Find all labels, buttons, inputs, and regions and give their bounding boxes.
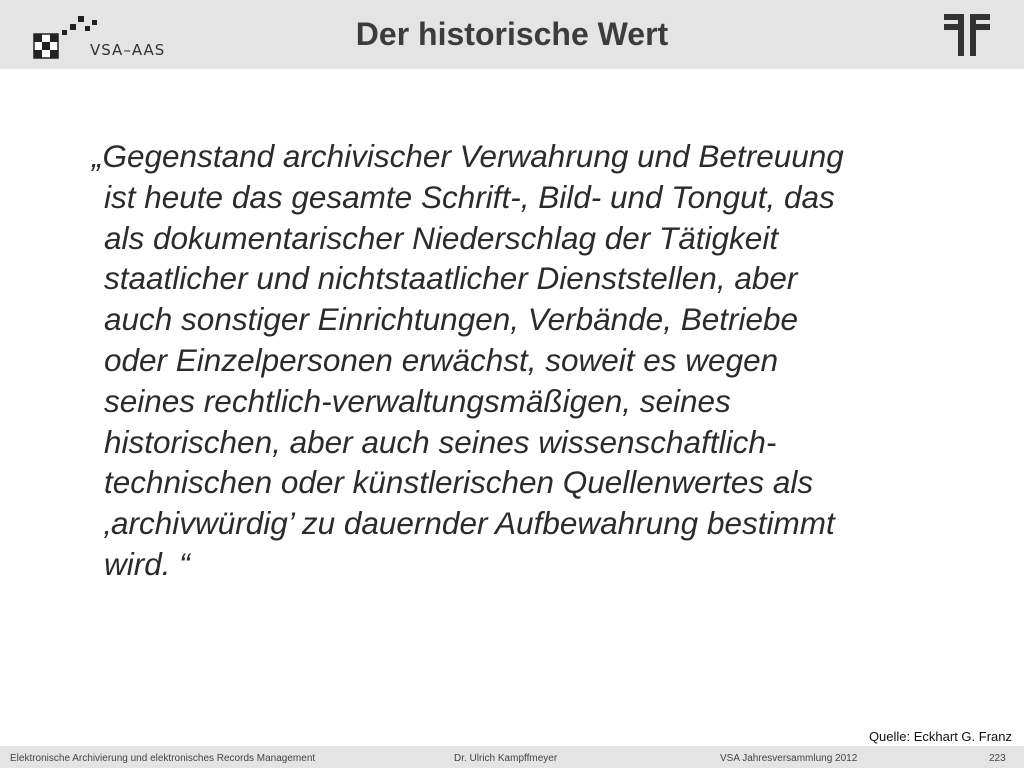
quote-line: wird. “	[104, 545, 190, 582]
page-title: Der historische Wert	[355, 16, 669, 52]
slide-header	[0, 0, 1024, 69]
footer-course-title: Elektronische Archivierung und elektronisches Records Management	[10, 753, 316, 764]
quote-line: als dokumentarischer Niederschlag der Tätigkeit	[104, 219, 779, 256]
quote-source: Quelle: Eckhart G. Franz	[868, 729, 1012, 744]
quote-line: technischen oder künstlerischen Quellenwertes als	[104, 464, 814, 501]
page-number: 223	[989, 753, 1006, 764]
logo-text: VSA–AAS	[90, 41, 166, 59]
quote-line: staatlicher und nichtstaatlicher Dienststellen, aber	[104, 260, 798, 297]
slide-footer	[0, 746, 1024, 768]
quote-line: historischen, aber auch seines wissenschaftlich-	[104, 423, 777, 460]
ff-monogram-logo-icon	[944, 14, 994, 56]
footer-author: Dr. Ulrich Kampffmeyer	[454, 753, 558, 764]
quote-line: seines rechtlich-verwaltungsmäßigen, seines	[104, 382, 731, 419]
quote-line: oder Einzelpersonen erwächst, soweit es wegen	[104, 341, 779, 378]
quote-line: ‚archivwürdig’ zu dauernder Aufbewahrung bestimmt	[104, 505, 835, 542]
quote-line: ist heute das gesamte Schrift-, Bild- und Tongut, das	[104, 178, 835, 215]
quote-line: auch sonstiger Einrichtungen, Verbände, Betriebe	[104, 301, 799, 338]
quote-line: „Gegenstand archivischer Verwahrung und Betreuung	[92, 138, 844, 174]
quote-text	[92, 136, 964, 585]
footer-event: VSA Jahresversammlung 2012	[720, 753, 858, 764]
